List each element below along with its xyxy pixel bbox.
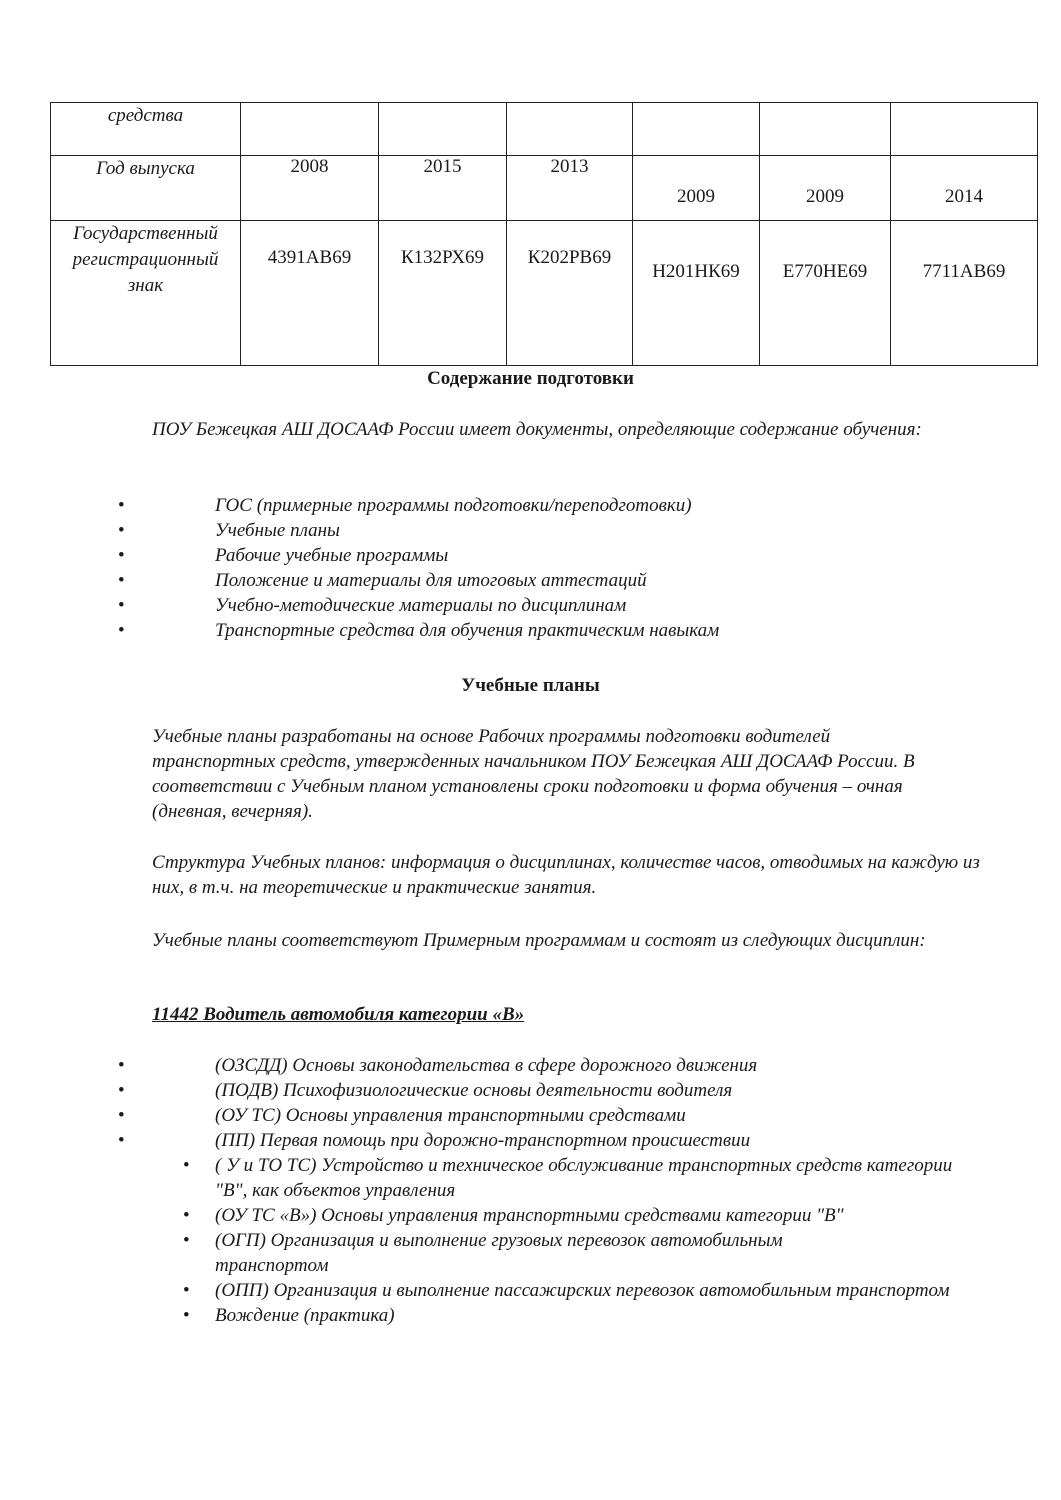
- list-item: • (ОПП) Организация и выполнение пассажирских перевозок автомобильным транспортом: [0, 1278, 987, 1303]
- table-cell: [379, 103, 507, 156]
- table-cell: [507, 103, 633, 156]
- table-cell: [891, 103, 1038, 156]
- disciplines-sublist: [0, 1153, 987, 1328]
- section-title: Содержание подготовки: [427, 368, 634, 389]
- table-row: [51, 221, 1038, 366]
- list-item: • Учебные планы: [0, 518, 719, 543]
- section-title: Учебные планы: [461, 675, 600, 696]
- plate-header-line: Государственный: [73, 223, 218, 244]
- list-item: • (ОЗСДД) Основы законодательства в сфере дорожного движения: [0, 1053, 757, 1078]
- list-item: • Рабочие учебные программы: [0, 543, 719, 568]
- disciplines-list: [0, 1053, 757, 1153]
- list-item: • (ПОДВ) Психофизиологические основы деятельности водителя: [0, 1078, 757, 1103]
- table-cell: [760, 103, 891, 156]
- documents-list: [0, 493, 719, 643]
- vehicles-table: [50, 102, 1038, 366]
- plate-cell: К132РХ69: [379, 221, 507, 366]
- plate-cell: Е770НЕ69: [760, 221, 891, 366]
- plate-header-line: регистрационный: [72, 249, 219, 270]
- structure-paragraph: Структура Учебных планов: информация о дисциплинах, количестве часов, отводимых на каждую из них, в т.ч. на теоретические и практические занятия.: [152, 852, 980, 898]
- list-item: • Вождение (практика): [0, 1303, 987, 1328]
- list-item: • Положение и материалы для итоговых аттестаций: [0, 568, 719, 593]
- year-cell: 2009: [760, 156, 891, 221]
- list-item: • (ОУ ТС «В») Основы управления транспортными средствами категории "В": [0, 1203, 987, 1228]
- year-cell: 2009: [633, 156, 760, 221]
- category-title: 11442 Водитель автомобиля категории «В»: [152, 1004, 525, 1025]
- list-item: • (ПП) Первая помощь при дорожно-транспортном происшествии: [0, 1128, 757, 1153]
- year-header: Год выпуска: [51, 156, 241, 221]
- plate-cell: Н201НК69: [633, 221, 760, 366]
- intro-paragraph: ПОУ Бежецкая АШ ДОСААФ России имеет документы, определяющие содержание обучения:: [152, 419, 922, 440]
- list-item: • (ОГП) Организация и выполнение грузовых перевозок автомобильным транспортом: [0, 1228, 875, 1278]
- plate-cell: К202РВ69: [507, 221, 633, 366]
- vehicle-row-header: средства: [51, 103, 241, 156]
- table-row: [51, 156, 1038, 221]
- list-item: • ( У и ТО ТС) Устройство и техническое обслуживание транспортных средств категории "В", как объектов управления: [0, 1153, 965, 1203]
- table-cell: [633, 103, 760, 156]
- table-row: [51, 103, 1038, 156]
- list-item: • Учебно-методические материалы по дисциплинам: [0, 593, 719, 618]
- list-item: • ГОС (примерные программы подготовки/переподготовки): [0, 493, 719, 518]
- year-cell: 2014: [891, 156, 1038, 221]
- plate-header: [51, 221, 241, 366]
- list-item: • Транспортные средства для обучения практическим навыкам: [0, 618, 719, 643]
- compliance-paragraph: Учебные планы соответствуют Примерным программам и состоят из следующих дисциплин:: [152, 930, 926, 951]
- plate-cell: 4391АВ69: [241, 221, 379, 366]
- year-cell: 2013: [507, 156, 633, 221]
- year-cell: 2008: [241, 156, 379, 221]
- plate-header-line: знак: [127, 275, 164, 296]
- list-item: • (ОУ ТС) Основы управления транспортными средствами: [0, 1103, 757, 1128]
- plans-paragraph: Учебные планы разработаны на основе Рабочих программы подготовки водителей транспортных средств, утвержденных начальником ПОУ Бежецкая АШ ДОСААФ России. В соответствии с Учебным планом установлены сроки подготовки и форма обучения – очная (дневная, вечерняя).: [152, 726, 915, 822]
- table-cell: [241, 103, 379, 156]
- plate-cell: 7711АВ69: [891, 221, 1038, 366]
- year-cell: 2015: [379, 156, 507, 221]
